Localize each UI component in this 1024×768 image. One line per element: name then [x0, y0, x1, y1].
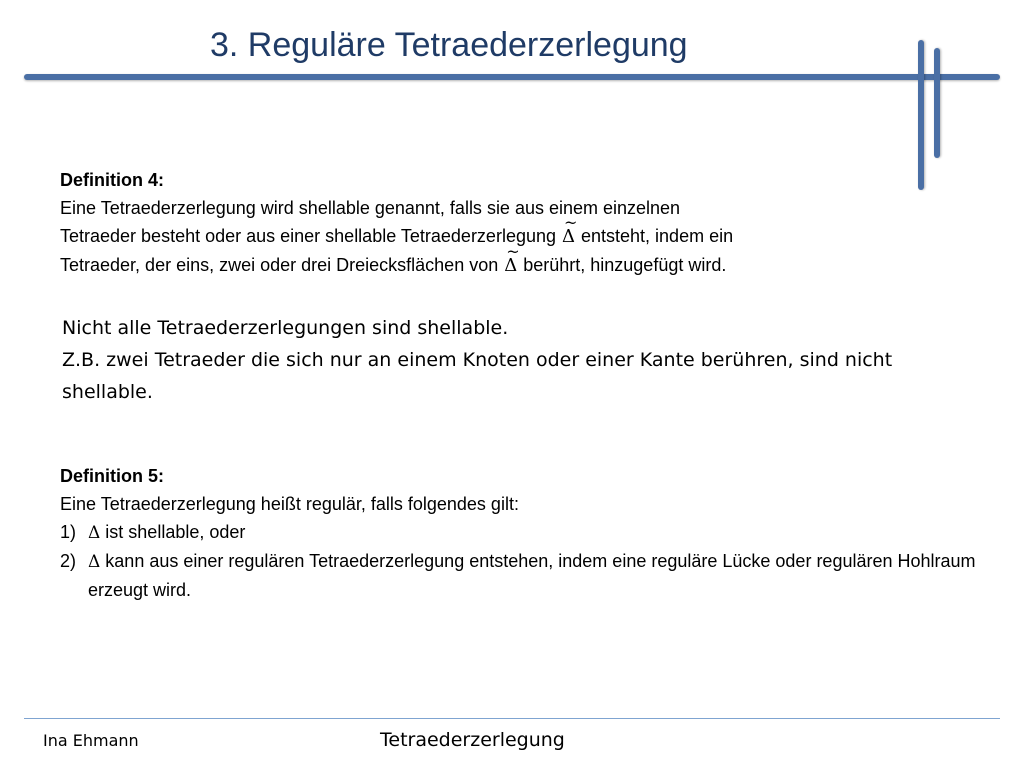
delta-tilde-symbol: ~ Δ [562, 223, 575, 251]
list-item [60, 547, 980, 604]
list-item [60, 518, 980, 547]
definition-4-line-1: Eine Tetraederzerlegung wird shellable genannt, falls sie aus einem einzelnen [60, 198, 681, 218]
list-item-body [88, 547, 980, 604]
footer-author: Ina Ehmann [43, 731, 139, 750]
definition-5-intro: Eine Tetraederzerlegung heißt regulär, falls folgendes gilt: [60, 494, 519, 514]
footer-divider [24, 718, 1000, 719]
delta-symbol: Δ [88, 552, 101, 572]
list-item-text: ist shellable, oder [105, 522, 246, 542]
list-item-number: 1) [60, 522, 77, 542]
note-line-2: Z.B. zwei Tetraeder die sich nur an einem Knoten oder einer Kante berühren, sind nicht shellable. [62, 349, 893, 403]
definition-5-heading: Definition 5: [60, 466, 164, 486]
footer-title: Tetraederzerlegung [380, 729, 565, 751]
note-line-1: Nicht alle Tetraederzerlegungen sind shellable. [62, 317, 509, 339]
decorative-vertical-bar-right [934, 48, 940, 158]
definition-5-block [60, 462, 980, 604]
list-item-number: 2) [60, 551, 77, 571]
definition-4-block [60, 166, 940, 280]
definition-4-line-2 [60, 222, 940, 251]
definition-4-line-3-before: Tetraeder, der eins, zwei oder drei Dreiecksflächen von [60, 255, 499, 275]
slide-title: 3. Reguläre Tetraederzerlegung [210, 26, 688, 64]
definition-4-line-2-after: entsteht, indem ein [581, 226, 734, 246]
delta-tilde-symbol: ~ Δ [504, 252, 517, 280]
shellable-note [62, 312, 942, 408]
list-item-body [88, 518, 980, 547]
title-underline-bar [24, 74, 1000, 80]
delta-symbol: Δ [88, 523, 101, 543]
definition-4-line-3 [60, 251, 940, 280]
definition-4-heading: Definition 4: [60, 170, 164, 190]
list-item-text: kann aus einer regulären Tetraederzerlegung entstehen, indem eine reguläre Lücke oder regulären Hohlraum erzeugt wird. [88, 551, 976, 600]
definition-4-line-2-before: Tetraeder besteht oder aus einer shellable Tetraederzerlegung [60, 226, 556, 246]
definition-4-line-3-after: berührt, hinzugefügt wird. [523, 255, 727, 275]
